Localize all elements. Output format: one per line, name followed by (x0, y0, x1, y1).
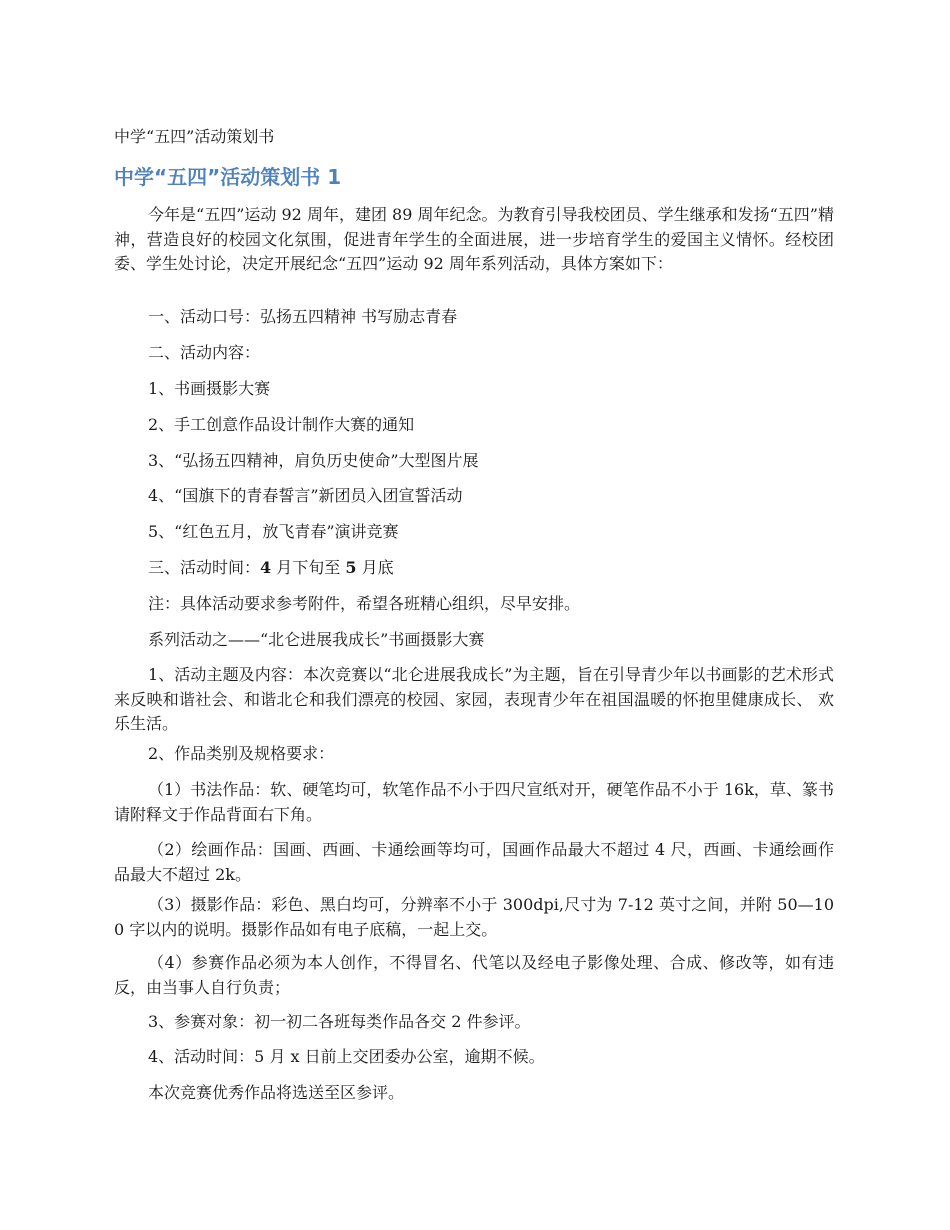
calligraphy-paragraph: （1）书法作品：软、硬笔均可，软笔作品不小于四尺宣纸对开，硬笔作品不小于 16k，草、篆书请附释文于作品背面右下角。 (114, 780, 834, 824)
participants-paragraph: 3、参赛对象：初一初二各班每类作品各交 2 件参评。 (148, 1012, 531, 1031)
time-middle: 月下旬至 (271, 558, 346, 577)
theme-paragraph: 1、活动主题及内容：本次竞赛以“北仑进展我成长”为主题，旨在引导青少年以书画影的艺术形式来反映和谐社会、和谐北仑和我们漂亮的校园、家园，表现青少年在祖国温暖的怀抱里健康成长、 欢乐生活。 (114, 665, 834, 733)
activity-time-paragraph (114, 556, 834, 581)
intro-paragraph: 今年是“五四”运动 92 周年，建团 89 周年纪念。为教育引导我校团员、学生继承和发扬“五四”精神，营造良好的校园文化氛围，促进青年学生的全面进展，进一步培育学生的爱国主义情怀。经校团委、学生处讨论，决定开展纪念“五四”运动 92 周年系列活动，具体方案如下： (114, 205, 834, 273)
painting-paragraph: （2）绘画作品：国画、西画、卡通绘画等均可，国画作品最大不超过 4 尺，西画、卡通绘画作品最大不超过 2k。 (114, 840, 834, 884)
time-month-end: 5 (345, 558, 357, 577)
activity-item-2: 2、手工创意作品设计制作大赛的通知 (148, 415, 415, 434)
document-title: 中学“五四”活动策划书 (114, 127, 275, 146)
categories-label: 2、作品类别及规格要求： (148, 744, 335, 763)
activity-item-5: 5、“红色五月，放飞青春”演讲竞赛 (148, 522, 399, 541)
activity-item-1: 1、书画摄影大赛 (148, 379, 271, 398)
originality-paragraph: （4）参赛作品必须为本人创作，不得冒名、代笔以及经电子影像处理、合成、修改等，如有违反，由当事人自行负责； (114, 953, 834, 997)
content-label: 二、活动内容： (148, 343, 261, 362)
series-title: 系列活动之——“北仑进展我成长”书画摄影大赛 (148, 630, 485, 649)
slogan-paragraph: 一、活动口号：弘扬五四精神 书写励志青春 (148, 307, 458, 326)
time-prefix: 三、活动时间： (148, 558, 261, 577)
final-paragraph: 本次竞赛优秀作品将选送至区参评。 (148, 1083, 405, 1102)
time-suffix: 月底 (356, 558, 394, 577)
activity-item-4: 4、“国旗下的青春誓言”新团员入团宣誓活动 (148, 486, 463, 505)
note-paragraph: 注：具体活动要求参考附件，希望各班精心组织，尽早安排。 (148, 594, 581, 613)
deadline-paragraph: 4、活动时间：5 月 x 日前上交团委办公室，逾期不候。 (148, 1047, 545, 1066)
photography-paragraph: （3）摄影作品：彩色、黑白均可，分辨率不小于 300dpi,尺寸为 7-12 英寸之间，并附 50—100 字以内的说明。摄影作品如有电子底稿，一起上交。 (114, 895, 834, 939)
activity-item-3: 3、“弘扬五四精神，肩负历史使命”大型图片展 (148, 451, 479, 470)
time-month-start: 4 (260, 558, 272, 577)
section-heading: 中学“五四”活动策划书 1 (114, 165, 342, 189)
